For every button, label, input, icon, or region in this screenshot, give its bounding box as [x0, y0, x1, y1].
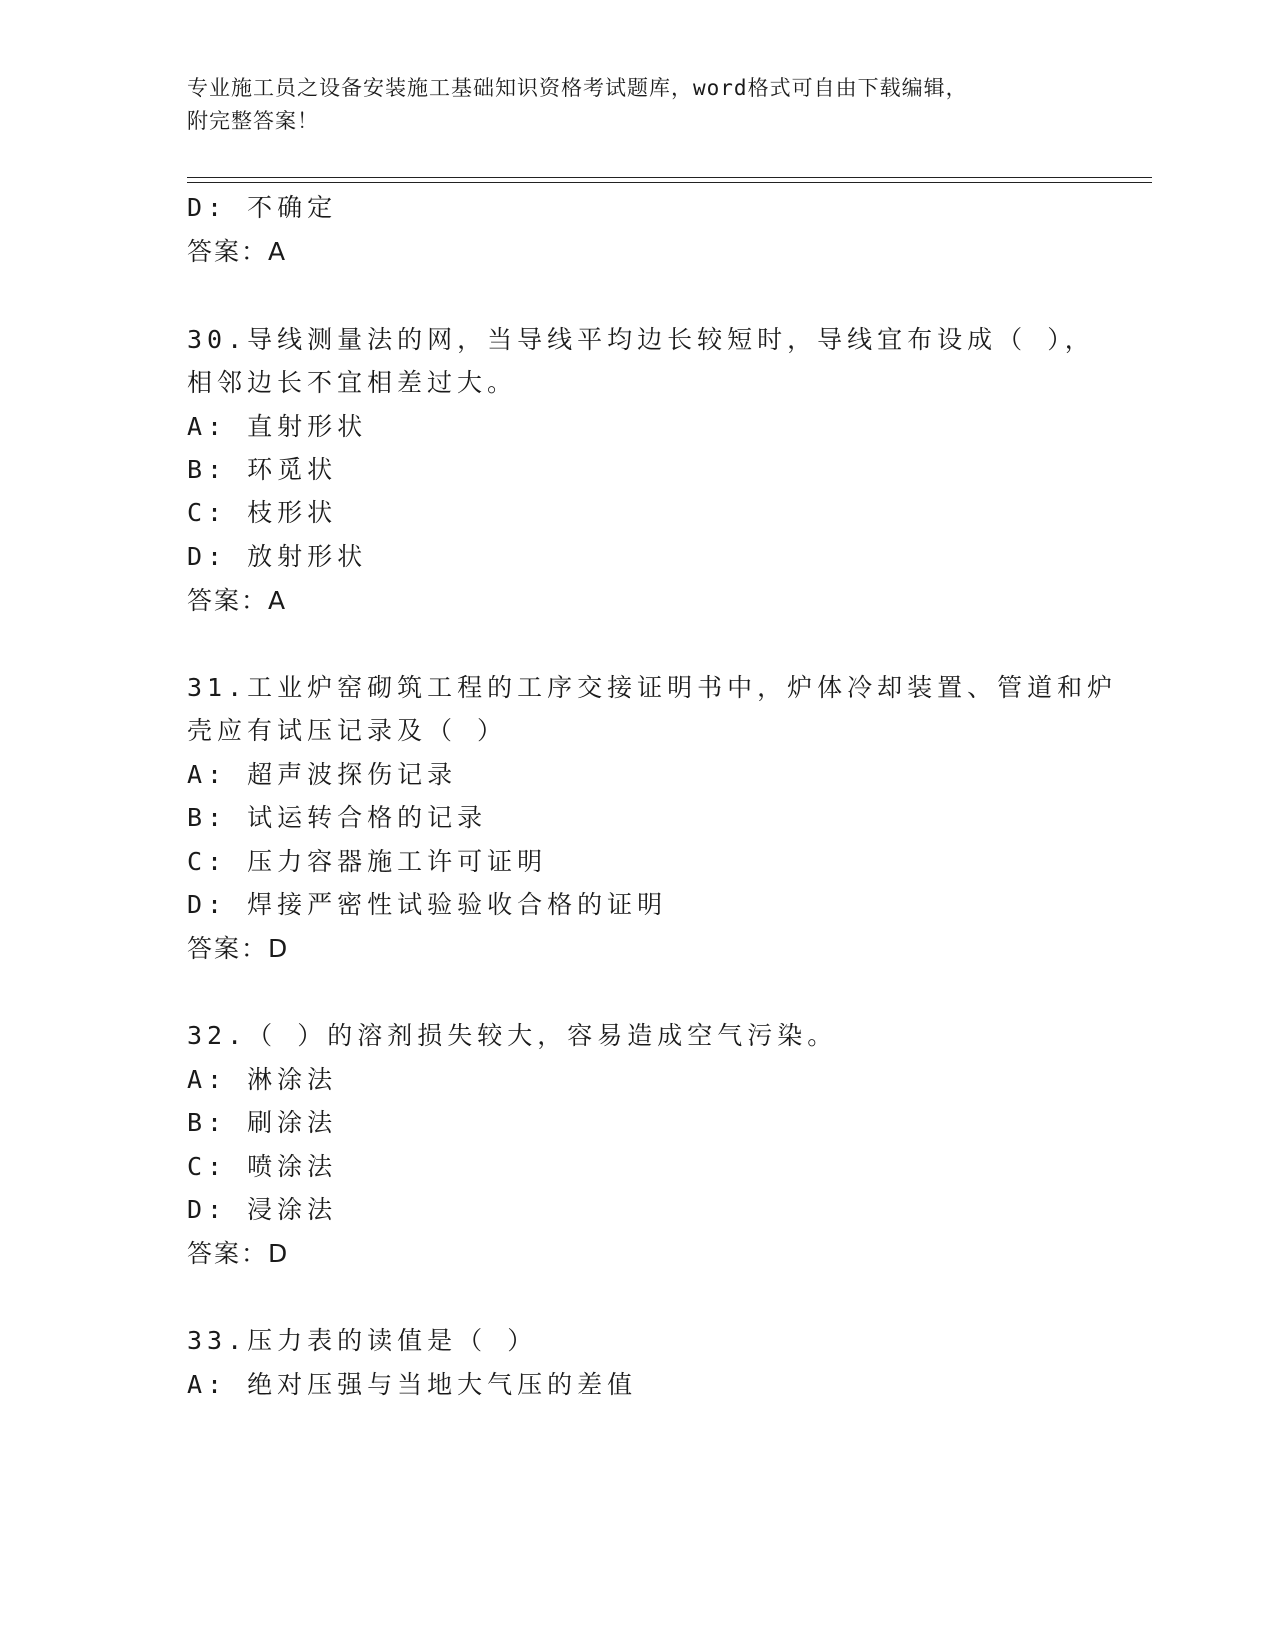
q30-option-d: D: 放射形状 [187, 542, 368, 571]
q31-answer: 答案：D [187, 934, 290, 963]
q31-stem-line2: 壳应有试压记录及（ ） [187, 716, 508, 745]
prev-answer: 答案：A [187, 237, 288, 266]
q32-option-c: C: 喷涂法 [187, 1152, 338, 1181]
page-header [187, 72, 1087, 138]
q31-option-d: D: 焊接严密性试验验收合格的证明 [187, 890, 668, 919]
q32-stem-line1: 32.（ ）的溶剂损失较大，容易造成空气污染。 [187, 1021, 838, 1050]
q31-option-c: C: 压力容器施工许可证明 [187, 847, 548, 876]
q30-option-a: A: 直射形状 [187, 412, 368, 441]
q30-stem-line1: 30.导线测量法的网，当导线平均边长较短时，导线宜布设成（ ）， [187, 325, 1095, 354]
header-rule-bottom [187, 182, 1152, 183]
q31-option-a: A: 超声波探伤记录 [187, 760, 458, 789]
q31-option-b: B: 试运转合格的记录 [187, 803, 488, 832]
header-line-1: 专业施工员之设备安装施工基础知识资格考试题库，word格式可自由下载编辑， [187, 76, 968, 100]
q32-option-a: A: 淋涂法 [187, 1065, 338, 1094]
q33-stem-line1: 33.压力表的读值是（ ） [187, 1326, 538, 1355]
q30-stem-line2: 相邻边长不宜相差过大。 [187, 368, 518, 397]
q32-option-d: D: 浸涂法 [187, 1195, 338, 1224]
q33-option-a: A: 绝对压强与当地大气压的差值 [187, 1370, 638, 1399]
q30-answer: 答案：A [187, 586, 288, 615]
header-line-2: 附完整答案！ [187, 109, 319, 133]
prev-option-d: D: 不确定 [187, 193, 338, 222]
q30-option-b: B: 环觅状 [187, 455, 338, 484]
q32-option-b: B: 刷涂法 [187, 1108, 338, 1137]
header-rule-top [187, 177, 1152, 178]
q30-option-c: C: 枝形状 [187, 498, 338, 527]
q31-stem-line1: 31.工业炉窑砌筑工程的工序交接证明书中，炉体冷却装置、管道和炉 [187, 673, 1118, 702]
q32-answer: 答案：D [187, 1239, 290, 1268]
